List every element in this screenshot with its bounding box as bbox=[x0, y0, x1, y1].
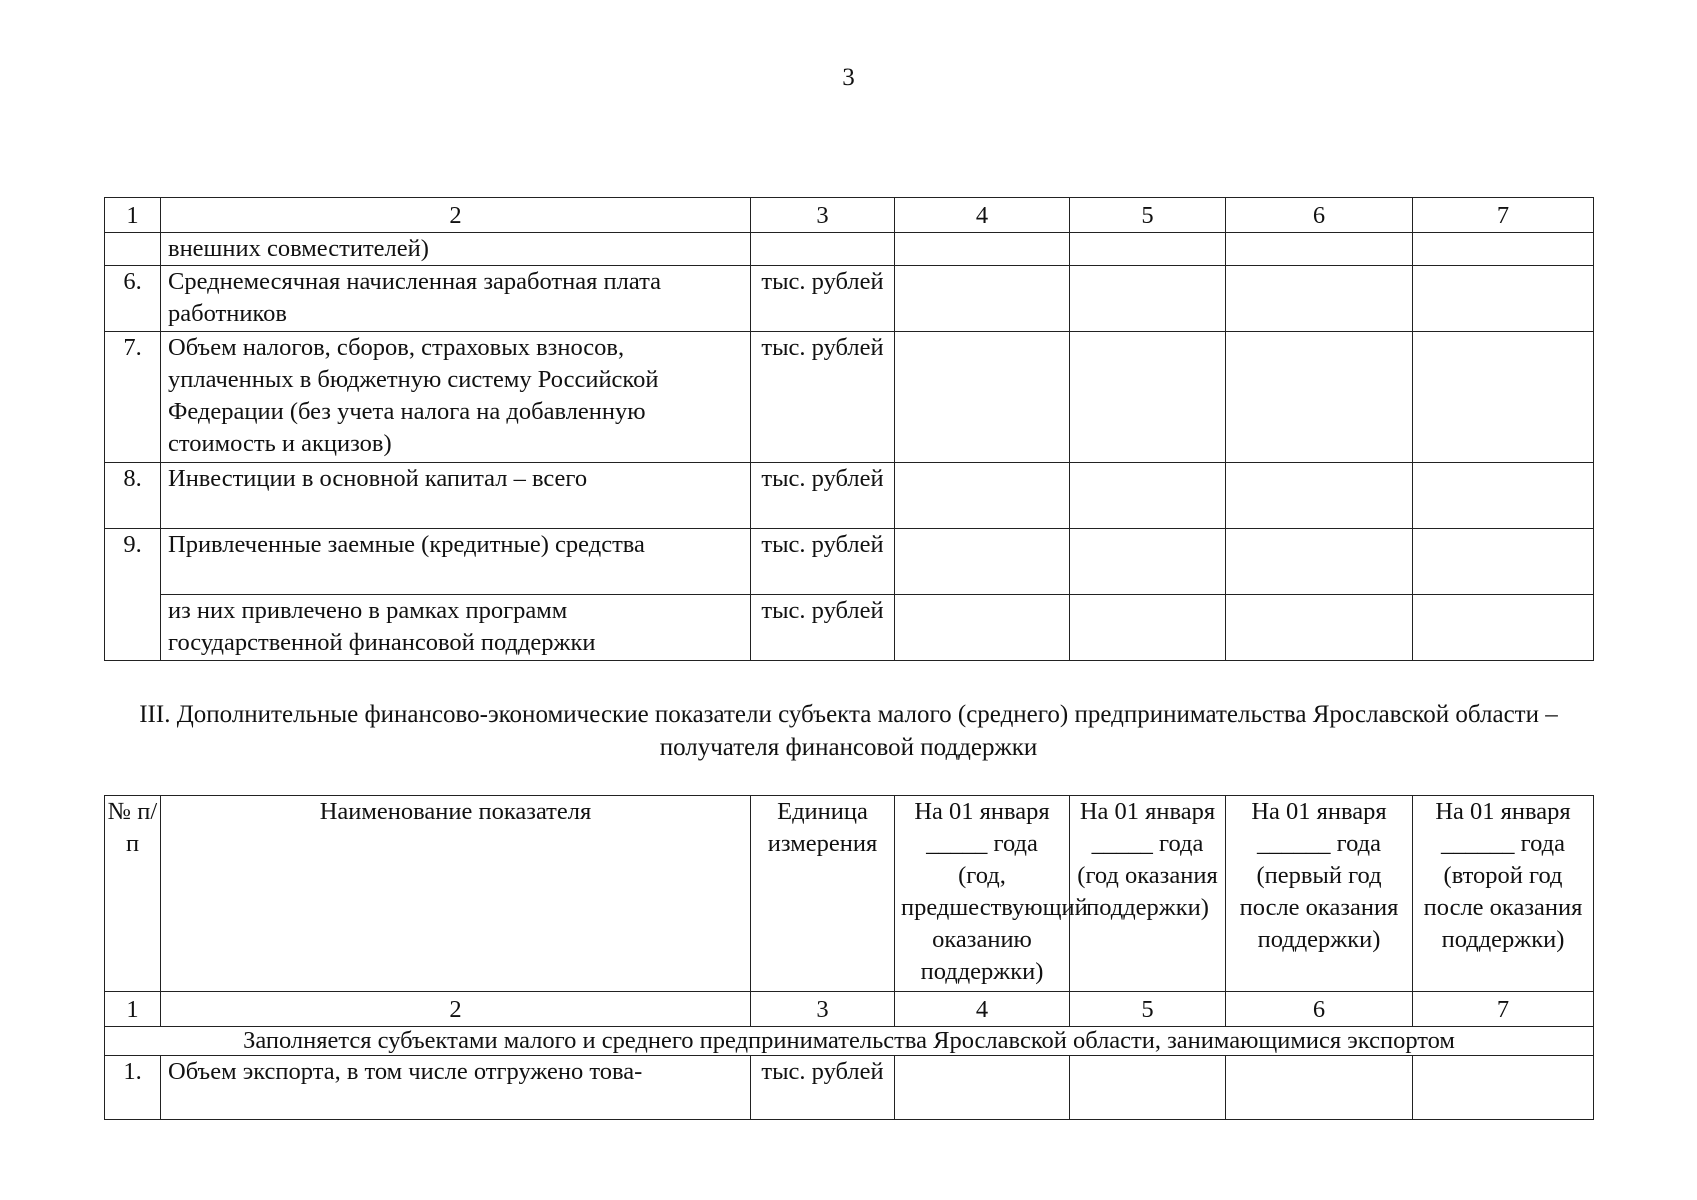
value-cell bbox=[1413, 463, 1594, 529]
value-cell bbox=[1413, 1056, 1594, 1120]
header-unit: Единица измерения bbox=[751, 796, 895, 992]
table-row bbox=[105, 529, 1594, 595]
row-number: 9. bbox=[105, 529, 161, 661]
table-row bbox=[105, 233, 1594, 266]
col-number: 5 bbox=[1070, 992, 1226, 1027]
indicator-name: из них привлечено в рамках программ государственной финансовой поддержки bbox=[161, 595, 751, 661]
header-col4: На 01 января _____ года (год, предшествующий оказанию поддержки) bbox=[895, 796, 1070, 992]
col-number: 2 bbox=[161, 992, 751, 1027]
col-number: 3 bbox=[751, 992, 895, 1027]
header-row bbox=[105, 796, 1594, 992]
value-cell bbox=[1226, 463, 1413, 529]
col-number: 6 bbox=[1226, 198, 1413, 233]
col-number: 4 bbox=[895, 992, 1070, 1027]
table-row bbox=[105, 463, 1594, 529]
value-cell bbox=[1413, 332, 1594, 463]
col-number: 1 bbox=[105, 992, 161, 1027]
col-number: 4 bbox=[895, 198, 1070, 233]
value-cell bbox=[1070, 1056, 1226, 1120]
value-cell bbox=[895, 529, 1070, 595]
row-number: 8. bbox=[105, 463, 161, 529]
value-cell bbox=[1070, 332, 1226, 463]
header-name: Наименование показателя bbox=[161, 796, 751, 992]
unit-cell: тыс. рублей bbox=[751, 595, 895, 661]
indicator-name: внешних совместителей) bbox=[161, 233, 751, 266]
value-cell bbox=[1413, 266, 1594, 332]
value-cell bbox=[1226, 233, 1413, 266]
value-cell bbox=[895, 233, 1070, 266]
indicator-name: Объем налогов, сборов, страховых взносов, уплаченных в бюджетную систему Российской Федерации (без учета налога на добавленную стоимость и акцизов) bbox=[161, 332, 751, 463]
page-number: 3 bbox=[842, 64, 855, 91]
row-number: 6. bbox=[105, 266, 161, 332]
group-row bbox=[105, 1027, 1594, 1056]
indicator-name: Объем экспорта, в том числе отгружено това- bbox=[161, 1056, 751, 1120]
table-row bbox=[105, 332, 1594, 463]
unit-cell: тыс. рублей bbox=[751, 529, 895, 595]
unit-cell: тыс. рублей bbox=[751, 332, 895, 463]
table-row bbox=[105, 266, 1594, 332]
group-row-label: Заполняется субъектами малого и среднего предпринимательства Ярославской области, занимающимися экспортом bbox=[105, 1027, 1594, 1056]
section-heading: III. Дополнительные финансово-экономические показатели субъекта малого (среднего) предпринимательства Ярославской области – получателя финансовой поддержки bbox=[139, 701, 1558, 761]
row-number: 7. bbox=[105, 332, 161, 463]
col-number: 6 bbox=[1226, 992, 1413, 1027]
col-number: 7 bbox=[1413, 198, 1594, 233]
col-number: 1 bbox=[105, 198, 161, 233]
unit-cell bbox=[751, 233, 895, 266]
table-row bbox=[105, 1056, 1594, 1120]
header-num: № п/п bbox=[105, 796, 161, 992]
value-cell bbox=[1413, 529, 1594, 595]
value-cell bbox=[895, 595, 1070, 661]
value-cell bbox=[1226, 1056, 1413, 1120]
row-number: 1. bbox=[105, 1056, 161, 1120]
value-cell bbox=[1413, 595, 1594, 661]
column-number-row bbox=[105, 992, 1594, 1027]
header-col6: На 01 января ______ года (первый год после оказания поддержки) bbox=[1226, 796, 1413, 992]
value-cell bbox=[1070, 529, 1226, 595]
value-cell bbox=[1070, 595, 1226, 661]
unit-cell: тыс. рублей bbox=[751, 463, 895, 529]
value-cell bbox=[1226, 332, 1413, 463]
col-number: 3 bbox=[751, 198, 895, 233]
value-cell bbox=[1070, 463, 1226, 529]
value-cell bbox=[895, 463, 1070, 529]
additional-indicators-table bbox=[104, 795, 1594, 1120]
col-number: 2 bbox=[161, 198, 751, 233]
value-cell bbox=[895, 1056, 1070, 1120]
value-cell bbox=[1070, 266, 1226, 332]
indicator-name: Среднемесячная начисленная заработная плата работников bbox=[161, 266, 751, 332]
value-cell bbox=[1413, 233, 1594, 266]
value-cell bbox=[895, 332, 1070, 463]
row-number bbox=[105, 233, 161, 266]
value-cell bbox=[1226, 266, 1413, 332]
col-number: 7 bbox=[1413, 992, 1594, 1027]
unit-cell: тыс. рублей bbox=[751, 266, 895, 332]
value-cell bbox=[895, 266, 1070, 332]
value-cell bbox=[1226, 529, 1413, 595]
col-number: 5 bbox=[1070, 198, 1226, 233]
header-col7: На 01 января ______ года (второй год после оказания поддержки) bbox=[1413, 796, 1594, 992]
indicators-table-continued bbox=[104, 197, 1594, 661]
indicator-name: Привлеченные заемные (кредитные) средства bbox=[161, 529, 751, 595]
value-cell bbox=[1226, 595, 1413, 661]
value-cell bbox=[1070, 233, 1226, 266]
indicator-name: Инвестиции в основной капитал – всего bbox=[161, 463, 751, 529]
table-row bbox=[105, 595, 1594, 661]
unit-cell: тыс. рублей bbox=[751, 1056, 895, 1120]
header-col5: На 01 января _____ года (год оказания поддержки) bbox=[1070, 796, 1226, 992]
column-number-row bbox=[105, 198, 1594, 233]
